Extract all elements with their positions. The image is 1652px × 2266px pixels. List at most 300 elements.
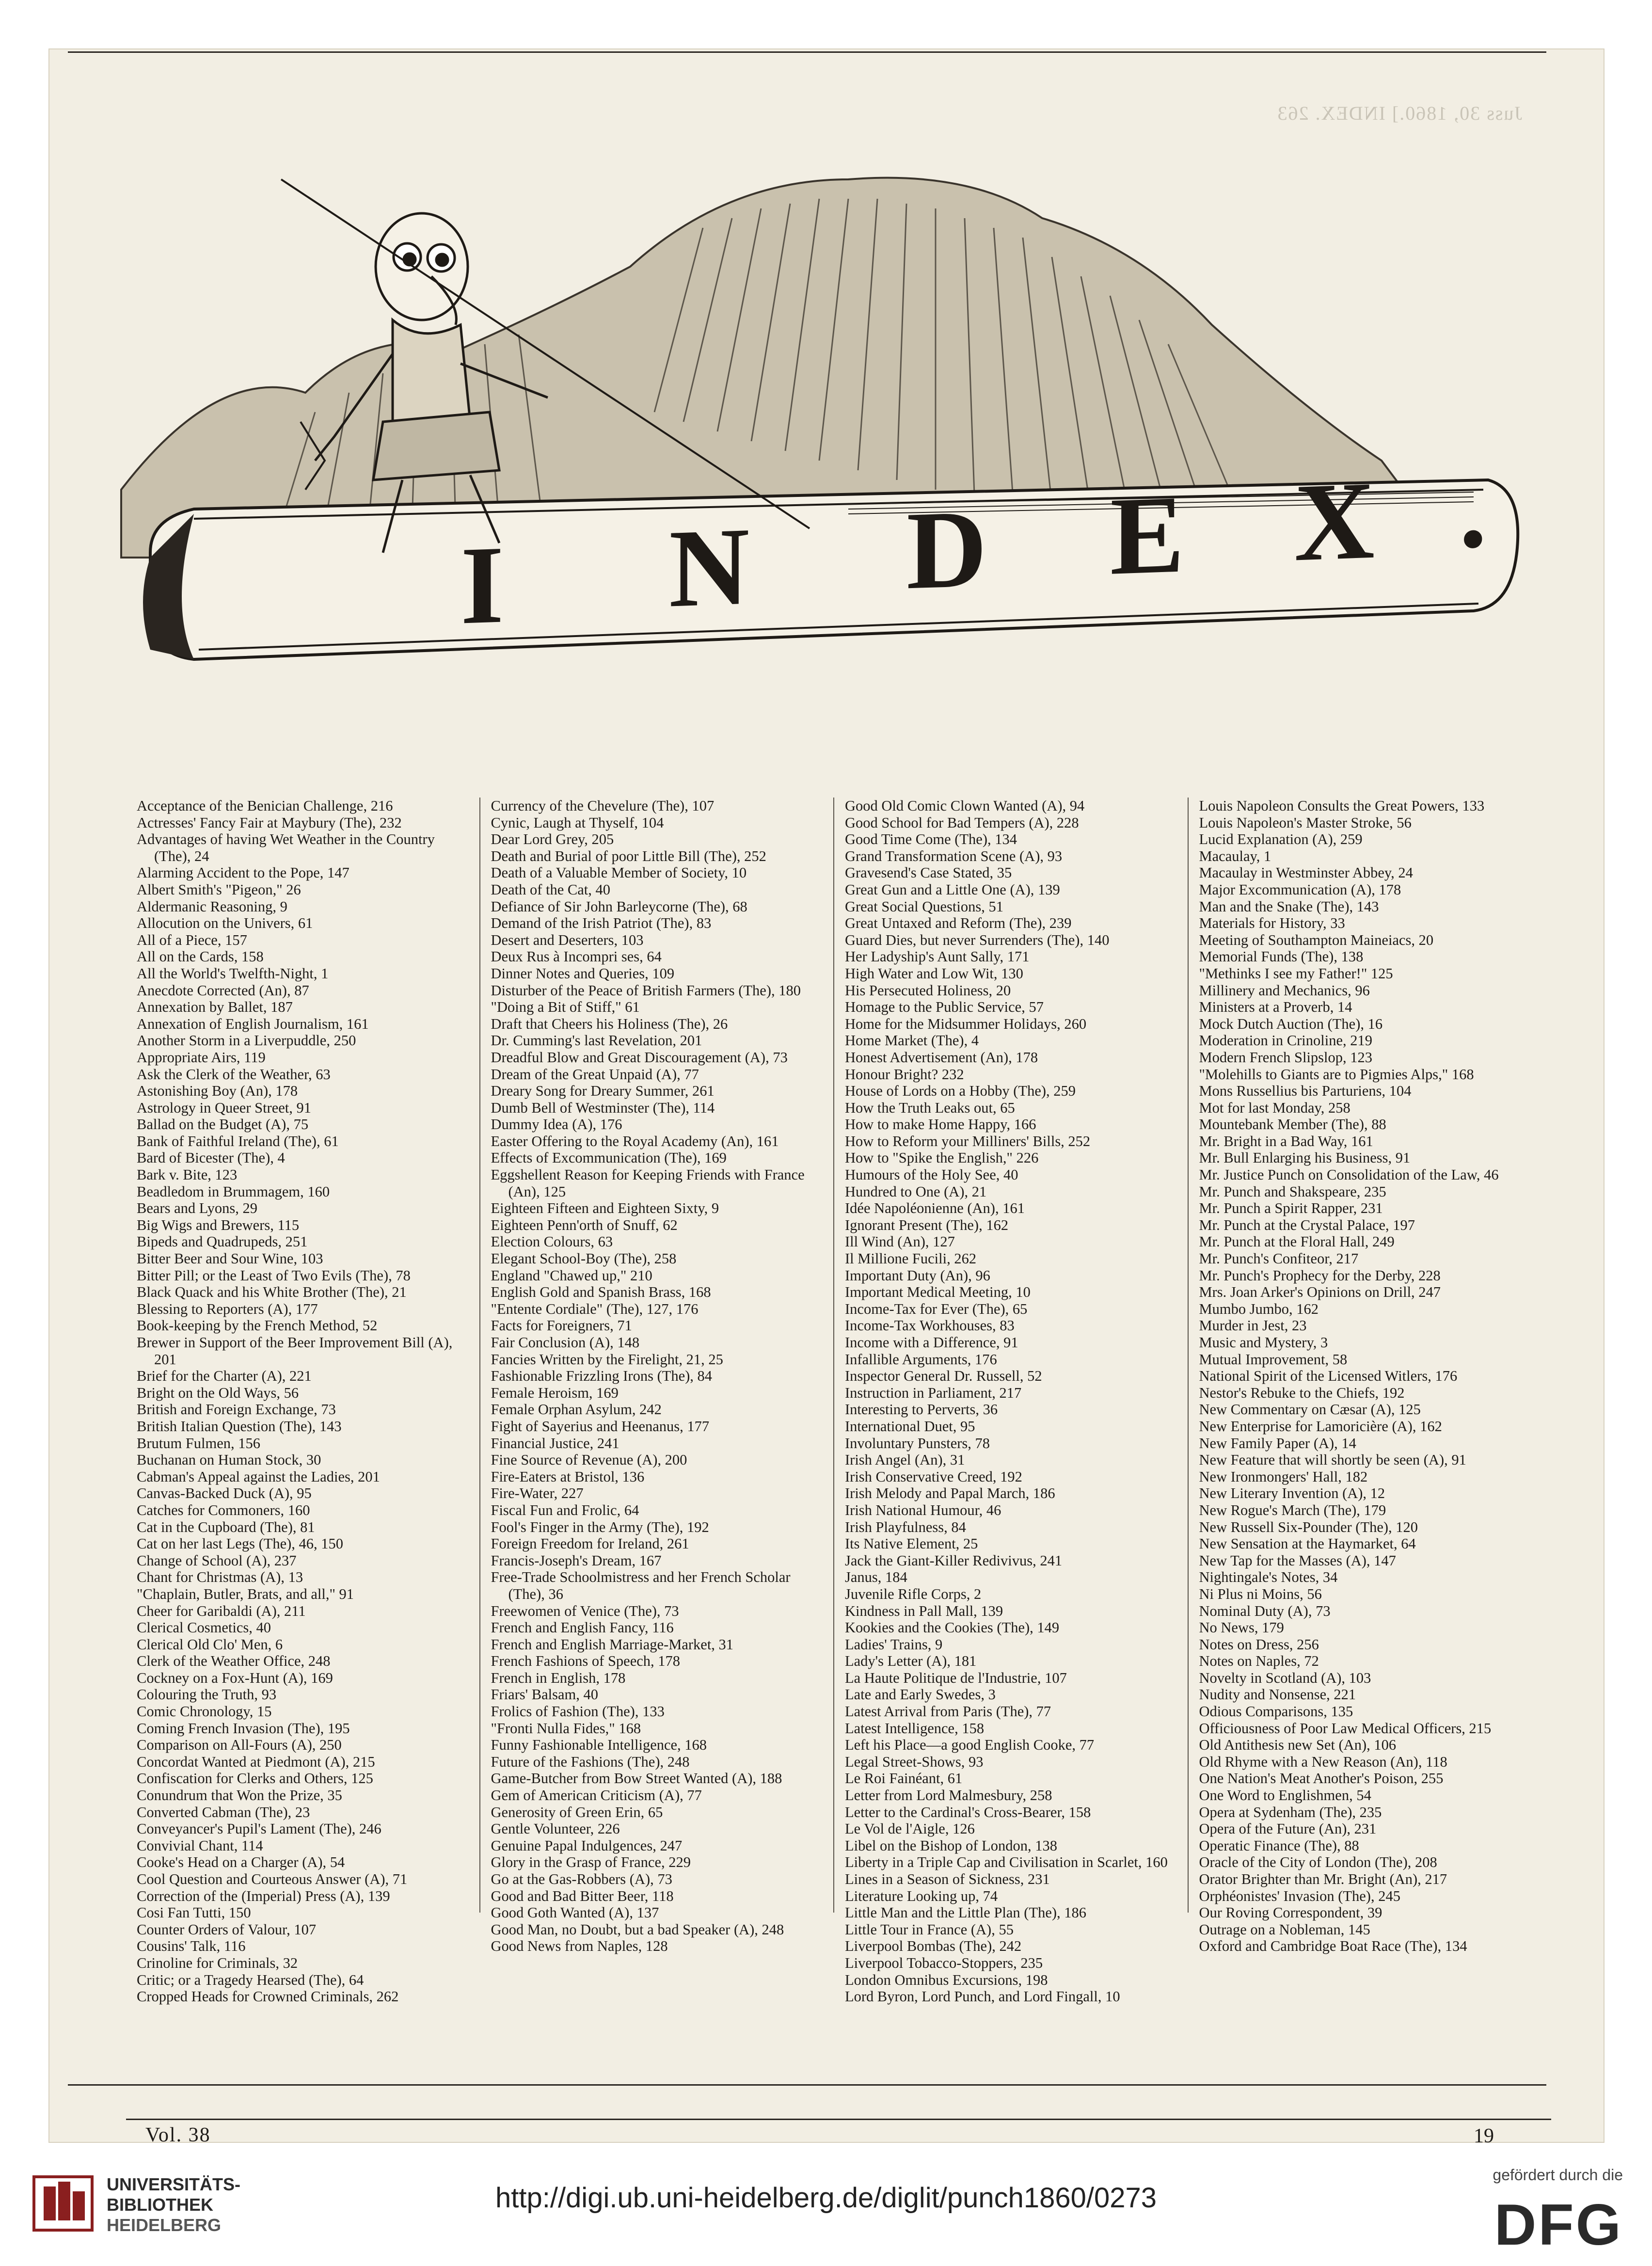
index-entry: Defiance of Sir John Barleycorne (The), 68 [491, 898, 747, 915]
index-entry: Officiousness of Poor Law Medical Officers, 215 [1199, 1720, 1492, 1737]
index-entry: Ladies' Trains, 9 [845, 1636, 943, 1653]
index-entry: Home for the Midsummer Holidays, 260 [845, 1015, 1087, 1032]
index-entry: Female Heroism, 169 [491, 1384, 619, 1401]
index-entry: Fair Conclusion (A), 148 [491, 1334, 640, 1351]
index-entry: Lines in a Season of Sickness, 231 [845, 1871, 1050, 1887]
index-entry: Old Rhyme with a New Reason (An), 118 [1199, 1753, 1447, 1770]
banner-letter-i: I [461, 522, 504, 648]
index-entry: Mons Russellius bis Parturiens, 104 [1199, 1083, 1412, 1100]
index-entry: French in English, 178 [491, 1669, 626, 1686]
index-entry: New Russell Six-Pounder (The), 120 [1199, 1518, 1418, 1535]
signature-mark: 19 [1474, 2125, 1494, 2147]
index-entry: Mountebank Member (The), 88 [1199, 1116, 1386, 1133]
index-entry: Comic Chronology, 15 [137, 1703, 272, 1720]
index-entry: Dreadful Blow and Great Discouragement (A), 73 [491, 1049, 788, 1066]
index-entry: Fool's Finger in the Army (The), 192 [491, 1518, 709, 1535]
index-entry: Nestor's Rebuke to the Chiefs, 192 [1199, 1384, 1405, 1401]
index-entry: French and English Fancy, 116 [491, 1619, 674, 1636]
footer-rule [126, 2119, 1551, 2120]
index-entry: Dream of the Great Unpaid (A), 77 [491, 1066, 699, 1083]
index-entry: New Feature that will shortly be seen (A), 91 [1199, 1452, 1466, 1468]
index-entry: Dinner Notes and Queries, 109 [491, 965, 675, 982]
index-entry: Death and Burial of poor Little Bill (The), 252 [491, 847, 766, 864]
index-entry: Demand of the Irish Patriot (The), 83 [491, 915, 712, 932]
index-entry: Election Colours, 63 [491, 1233, 613, 1250]
index-entry: "Doing a Bit of Stiff," 61 [491, 999, 640, 1016]
index-entry: French and English Marriage-Market, 31 [491, 1636, 734, 1653]
index-entry: Our Roving Correspondent, 39 [1199, 1904, 1382, 1921]
index-entry: Mr. Punch at the Crystal Palace, 197 [1199, 1216, 1415, 1233]
index-entry: National Spirit of the Licensed Witlers, 176 [1199, 1368, 1458, 1385]
index-entry: Concordat Wanted at Piedmont (A), 215 [137, 1753, 375, 1770]
index-entry: Acceptance of the Benician Challenge, 216 [137, 798, 393, 814]
index-entry: Annexation of English Journalism, 161 [137, 1015, 369, 1032]
index-columns [126, 798, 1541, 2005]
index-entry: Meeting of Southampton Maineiacs, 20 [1199, 931, 1434, 948]
index-entry: Income-Tax Workhouses, 83 [845, 1317, 1015, 1334]
index-entry: Ignorant Present (The), 162 [845, 1216, 1009, 1233]
index-entry: Foreign Freedom for Ireland, 261 [491, 1535, 689, 1552]
index-entry: Ni Plus ni Moins, 56 [1199, 1585, 1322, 1602]
index-entry: Louis Napoleon Consults the Great Powers, 133 [1199, 798, 1485, 814]
index-entry: New Family Paper (A), 14 [1199, 1435, 1356, 1452]
index-entry: One Word to Englishmen, 54 [1199, 1787, 1371, 1804]
index-entry: Eighteen Fifteen and Eighteen Sixty, 9 [491, 1200, 719, 1217]
index-entry: Bard of Bicester (The), 4 [137, 1149, 285, 1166]
index-entry: Anecdote Corrected (An), 87 [137, 982, 309, 999]
index-entry: Murder in Jest, 23 [1199, 1317, 1307, 1334]
index-entry: Frolics of Fashion (The), 133 [491, 1703, 665, 1720]
index-entry: Dumb Bell of Westminster (The), 114 [491, 1099, 715, 1116]
index-entry: Genuine Papal Indulgences, 247 [491, 1837, 683, 1854]
index-entry: Catches for Commoners, 160 [137, 1501, 310, 1518]
index-entry: Dreary Song for Dreary Summer, 261 [491, 1083, 715, 1100]
index-entry: Cat in the Cupboard (The), 81 [137, 1518, 315, 1535]
index-entry: Libel on the Bishop of London, 138 [845, 1837, 1057, 1854]
index-entry: Mr. Punch at the Floral Hall, 249 [1199, 1233, 1395, 1250]
index-entry: Le Vol de l'Aigle, 126 [845, 1820, 975, 1837]
banner-letter-x: X [1294, 458, 1375, 585]
index-banner-illustration [121, 121, 1527, 776]
index-entry: Annexation by Ballet, 187 [137, 999, 293, 1016]
index-entry: English Gold and Spanish Brass, 168 [491, 1284, 711, 1301]
index-column-4 [1189, 798, 1542, 1955]
banner-svg [121, 121, 1527, 776]
dfg-logo: DFG [1494, 2192, 1623, 2257]
index-entry: Oracle of the City of London (The), 208 [1199, 1854, 1437, 1871]
index-entry: Mr. Bull Enlarging his Business, 91 [1199, 1149, 1411, 1166]
index-entry: Irish Conservative Creed, 192 [845, 1468, 1022, 1485]
index-entry: Important Medical Meeting, 10 [845, 1284, 1031, 1301]
index-entry: House of Lords on a Hobby (The), 259 [845, 1083, 1076, 1100]
index-entry: Old Antithesis new Set (An), 106 [1199, 1737, 1397, 1754]
funded-by-text: gefördert durch die [1493, 2166, 1623, 2184]
index-entry: Music and Mystery, 3 [1199, 1334, 1328, 1351]
index-column-1 [126, 798, 480, 2005]
index-entry: London Omnibus Excursions, 198 [845, 1971, 1048, 1988]
index-entry: Gem of American Criticism (A), 77 [491, 1787, 702, 1804]
index-entry: Good and Bad Bitter Beer, 118 [491, 1887, 674, 1904]
index-entry: Literature Looking up, 74 [845, 1887, 998, 1904]
index-entry: Mot for last Monday, 258 [1199, 1099, 1350, 1116]
index-entry: England "Chawed up," 210 [491, 1267, 652, 1284]
index-entry: Major Excommunication (A), 178 [1199, 881, 1401, 898]
index-entry: Nominal Duty (A), 73 [1199, 1602, 1331, 1619]
index-entry: Orphéonistes' Invasion (The), 245 [1199, 1887, 1400, 1904]
index-entry: Little Tour in France (A), 55 [845, 1921, 1014, 1938]
index-entry: How the Truth Leaks out, 65 [845, 1099, 1015, 1116]
index-entry: Liberty in a Triple Cap and Civilisation in Scarlet, 160 [845, 1854, 1168, 1871]
index-entry: All of a Piece, 157 [137, 931, 247, 948]
index-entry: Free-Trade Schoolmistress and her French Scholar (The), 36 [491, 1569, 791, 1602]
index-entry: Go at the Gas-Robbers (A), 73 [491, 1871, 672, 1887]
index-entry: Fiscal Fun and Frolic, 64 [491, 1501, 639, 1518]
index-entry: Home Market (The), 4 [845, 1032, 979, 1049]
index-entry: Brief for the Charter (A), 221 [137, 1368, 312, 1385]
index-entry: "Chaplain, Butler, Brats, and all," 91 [137, 1585, 354, 1602]
index-entry: Deux Rus à Incompri ses, 64 [491, 948, 662, 965]
index-entry: Lady's Letter (A), 181 [845, 1653, 977, 1670]
index-entry: Blessing to Reporters (A), 177 [137, 1300, 318, 1317]
index-entry: Involuntary Punsters, 78 [845, 1435, 990, 1452]
index-entry: Jack the Giant-Killer Redivivus, 241 [845, 1552, 1063, 1569]
index-entry: Good School for Bad Tempers (A), 228 [845, 814, 1079, 831]
index-entry: New Literary Invention (A), 12 [1199, 1485, 1385, 1502]
index-entry: Astonishing Boy (An), 178 [137, 1083, 298, 1100]
banner-letter-dot: . [1459, 447, 1487, 572]
index-entry: Idée Napoléonienne (An), 161 [845, 1200, 1025, 1217]
index-entry: Latest Arrival from Paris (The), 77 [845, 1703, 1051, 1720]
index-entry: Lord Byron, Lord Punch, and Lord Fingall, 10 [845, 1988, 1120, 2005]
index-entry: His Persecuted Holiness, 20 [845, 982, 1011, 999]
index-entry: Guard Dies, but never Surrenders (The), 140 [845, 931, 1110, 948]
index-entry: Liverpool Bombas (The), 242 [845, 1938, 1022, 1955]
index-entry: British and Foreign Exchange, 73 [137, 1401, 336, 1418]
index-entry: La Haute Politique de l'Industrie, 107 [845, 1669, 1067, 1686]
index-entry: Irish Melody and Papal March, 186 [845, 1485, 1055, 1502]
index-entry: Fancies Written by the Firelight, 21, 25 [491, 1351, 723, 1368]
volume-label: Vol. 38 [145, 2124, 211, 2146]
index-entry: Clerical Old Clo' Men, 6 [137, 1636, 283, 1653]
index-entry: Opera at Sydenham (The), 235 [1199, 1803, 1382, 1820]
index-entry: Millinery and Mechanics, 96 [1199, 982, 1370, 999]
index-entry: "Fronti Nulla Fides," 168 [491, 1720, 641, 1737]
index-entry: Dr. Cumming's last Revelation, 201 [491, 1032, 702, 1049]
index-entry: Mr. Punch a Spirit Rapper, 231 [1199, 1200, 1383, 1217]
index-entry: Honest Advertisement (An), 178 [845, 1049, 1038, 1066]
running-head: Juss 30, 1860.] INDEX. 263 [1276, 102, 1522, 124]
index-entry: Inspector General Dr. Russell, 52 [845, 1368, 1042, 1385]
index-entry: Future of the Fashions (The), 248 [491, 1753, 690, 1770]
banner-letter-e: E [1110, 472, 1185, 598]
index-entry: Bears and Lyons, 29 [137, 1200, 258, 1217]
index-entry: Francis-Joseph's Dream, 167 [491, 1552, 662, 1569]
index-entry: Infallible Arguments, 176 [845, 1351, 997, 1368]
index-entry: Le Roi Fainéant, 61 [845, 1770, 963, 1787]
university-name-line2: BIBLIOTHEK [107, 2195, 213, 2215]
index-entry: Mr. Justice Punch on Consolidation of the Law, 46 [1199, 1166, 1499, 1183]
index-entry: Critic; or a Tragedy Hearsed (The), 64 [137, 1971, 364, 1988]
index-entry: Interesting to Perverts, 36 [845, 1401, 998, 1418]
index-entry: Left his Place—a good English Cooke, 77 [845, 1737, 1095, 1754]
index-entry: Effects of Excommunication (The), 169 [491, 1149, 727, 1166]
index-entry: Advantages of having Wet Weather in the Country (The), 24 [137, 831, 435, 864]
index-entry: Alarming Accident to the Pope, 147 [137, 864, 349, 881]
index-entry: Facts for Foreigners, 71 [491, 1317, 632, 1334]
index-entry: Janus, 184 [845, 1569, 907, 1586]
index-entry: Draft that Cheers his Holiness (The), 26 [491, 1015, 728, 1032]
index-entry: Odious Comparisons, 135 [1199, 1703, 1353, 1720]
index-entry: Orator Brighter than Mr. Bright (An), 217 [1199, 1871, 1447, 1887]
index-entry: Conveyancer's Pupil's Lament (The), 246 [137, 1820, 381, 1837]
index-entry: How to make Home Happy, 166 [845, 1116, 1036, 1133]
index-entry: Brewer in Support of the Beer Improvement Bill (A), 201 [137, 1334, 453, 1368]
index-entry: New Tap for the Masses (A), 147 [1199, 1552, 1396, 1569]
index-entry: How to "Spike the English," 226 [845, 1149, 1039, 1166]
index-entry: Beadledom in Brummagem, 160 [137, 1183, 330, 1200]
index-entry: Cool Question and Courteous Answer (A), 71 [137, 1871, 408, 1887]
index-entry: Fine Source of Revenue (A), 200 [491, 1452, 687, 1468]
banner-letter-n: N [669, 504, 750, 631]
index-entry: Eighteen Penn'orth of Snuff, 62 [491, 1216, 678, 1233]
index-entry: Coming French Invasion (The), 195 [137, 1720, 350, 1737]
index-entry: Mr. Punch's Prophecy for the Derby, 228 [1199, 1267, 1441, 1284]
index-entry: Little Man and the Little Plan (The), 186 [845, 1904, 1087, 1921]
index-entry: Bitter Pill; or the Least of Two Evils (The), 78 [137, 1267, 411, 1284]
index-entry: Ill Wind (An), 127 [845, 1233, 955, 1250]
index-entry: International Duet, 95 [845, 1418, 975, 1435]
index-entry: Novelty in Scotland (A), 103 [1199, 1669, 1371, 1686]
index-entry: Ballad on the Budget (A), 75 [137, 1116, 309, 1133]
index-entry: "Molehills to Giants are to Pigmies Alps," 168 [1199, 1066, 1474, 1083]
index-entry: Gentle Volunteer, 226 [491, 1820, 620, 1837]
index-entry: Good News from Naples, 128 [491, 1938, 668, 1955]
index-entry: Correction of the (Imperial) Press (A), 139 [137, 1887, 390, 1904]
index-entry: Honour Bright? 232 [845, 1066, 964, 1083]
index-entry: Mr. Bright in a Bad Way, 161 [1199, 1133, 1373, 1149]
index-entry: Memorial Funds (The), 138 [1199, 948, 1364, 965]
index-entry: Female Orphan Asylum, 242 [491, 1401, 662, 1418]
index-column-3 [834, 798, 1189, 2005]
index-entry: Cheer for Garibaldi (A), 211 [137, 1602, 306, 1619]
index-entry: Gravesend's Case Stated, 35 [845, 864, 1012, 881]
index-entry: Buchanan on Human Stock, 30 [137, 1452, 321, 1468]
index-entry: Appropriate Airs, 119 [137, 1049, 266, 1066]
index-entry: Great Gun and a Little One (A), 139 [845, 881, 1060, 898]
index-entry: Dummy Idea (A), 176 [491, 1116, 622, 1133]
index-entry: Elegant School-Boy (The), 258 [491, 1250, 677, 1267]
index-entry: Convivial Chant, 114 [137, 1837, 263, 1854]
index-entry: Comparison on All-Fours (A), 250 [137, 1737, 342, 1754]
index-entry: Notes on Dress, 256 [1199, 1636, 1319, 1653]
index-entry: Freewomen of Venice (The), 73 [491, 1602, 679, 1619]
index-entry: Dear Lord Grey, 205 [491, 831, 614, 848]
index-entry: Cynic, Laugh at Thyself, 104 [491, 814, 664, 831]
index-entry: Macaulay in Westminster Abbey, 24 [1199, 864, 1413, 881]
index-entry: New Rogue's March (The), 179 [1199, 1501, 1386, 1518]
index-entry: Ask the Clerk of the Weather, 63 [137, 1066, 331, 1083]
index-entry: Fight of Sayerius and Heenanus, 177 [491, 1418, 710, 1435]
index-entry: Conundrum that Won the Prize, 35 [137, 1787, 342, 1804]
index-entry: Actresses' Fancy Fair at Maybury (The), 232 [137, 814, 402, 831]
index-column-2 [480, 798, 835, 1955]
index-entry: Big Wigs and Brewers, 115 [137, 1216, 300, 1233]
index-entry: Letter to the Cardinal's Cross-Bearer, 158 [845, 1803, 1091, 1820]
source-url-link[interactable]: http://digi.ub.uni-heidelberg.de/diglit/punch1860/0273 [495, 2182, 1157, 2214]
index-entry: Legal Street-Shows, 93 [845, 1753, 984, 1770]
index-entry: Aldermanic Reasoning, 9 [137, 898, 287, 915]
figure-kilt [373, 412, 499, 480]
index-entry: Macaulay, 1 [1199, 847, 1271, 864]
index-entry: Mutual Improvement, 58 [1199, 1351, 1348, 1368]
index-entry: Mock Dutch Auction (The), 16 [1199, 1015, 1383, 1032]
index-entry: Irish Playfulness, 84 [845, 1518, 966, 1535]
index-entry: Crinoline for Criminals, 32 [137, 1954, 298, 1971]
index-entry: Cousins' Talk, 116 [137, 1938, 246, 1955]
index-entry: Instruction in Parliament, 217 [845, 1384, 1022, 1401]
index-entry: Ministers at a Proverb, 14 [1199, 999, 1352, 1016]
index-entry: Income-Tax for Ever (The), 65 [845, 1300, 1028, 1317]
index-entry: New Ironmongers' Hall, 182 [1199, 1468, 1368, 1485]
index-entry: Astrology in Queer Street, 91 [137, 1099, 311, 1116]
index-entry: Bank of Faithful Ireland (The), 61 [137, 1133, 339, 1149]
scanned-page [48, 48, 1604, 2147]
index-entry: Bipeds and Quadrupeds, 251 [137, 1233, 308, 1250]
index-entry: Operatic Finance (The), 88 [1199, 1837, 1359, 1854]
index-entry: Another Storm in a Liverpuddle, 250 [137, 1032, 356, 1049]
index-entry: Hundred to One (A), 21 [845, 1183, 987, 1200]
index-entry: Albert Smith's "Pigeon," 26 [137, 881, 301, 898]
index-entry: Outrage on a Nobleman, 145 [1199, 1921, 1370, 1938]
index-entry: Materials for History, 33 [1199, 915, 1345, 932]
index-entry: All on the Cards, 158 [137, 948, 264, 965]
index-entry: Great Social Questions, 51 [845, 898, 1003, 915]
index-entry: Cosi Fan Tutti, 150 [137, 1904, 251, 1921]
index-entry: Mr. Punch and Shakspeare, 235 [1199, 1183, 1386, 1200]
index-entry: Canvas-Backed Duck (A), 95 [137, 1485, 312, 1502]
index-entry: Bitter Beer and Sour Wine, 103 [137, 1250, 323, 1267]
index-entry: Counter Orders of Valour, 107 [137, 1921, 317, 1938]
index-entry: Moderation in Crinoline, 219 [1199, 1032, 1372, 1049]
index-entry: Opera of the Future (An), 231 [1199, 1820, 1377, 1837]
index-entry: Louis Napoleon's Master Stroke, 56 [1199, 814, 1412, 831]
index-entry: Grand Transformation Scene (A), 93 [845, 847, 1063, 864]
index-entry: Bright on the Old Ways, 56 [137, 1384, 299, 1401]
index-entry: How to Reform your Milliners' Bills, 252 [845, 1133, 1091, 1149]
index-entry: Good Time Come (The), 134 [845, 831, 1017, 848]
index-entry: Black Quack and his White Brother (The), 21 [137, 1284, 407, 1301]
index-entry: Funny Fashionable Intelligence, 168 [491, 1737, 707, 1754]
index-entry: British Italian Question (The), 143 [137, 1418, 342, 1435]
index-entry: Good Old Comic Clown Wanted (A), 94 [845, 798, 1085, 814]
index-entry: "Methinks I see my Father!" 125 [1199, 965, 1393, 982]
index-entry: Fire-Eaters at Bristol, 136 [491, 1468, 645, 1485]
index-entry: Lucid Explanation (A), 259 [1199, 831, 1363, 848]
index-entry: Easter Offering to the Royal Academy (An), 161 [491, 1133, 779, 1149]
index-entry: French Fashions of Speech, 178 [491, 1653, 681, 1670]
index-entry: Important Duty (An), 96 [845, 1267, 990, 1284]
index-entry: Modern French Slipslop, 123 [1199, 1049, 1373, 1066]
index-entry: Income with a Difference, 91 [845, 1334, 1018, 1351]
index-entry: Oxford and Cambridge Boat Race (The), 134 [1199, 1938, 1467, 1955]
index-entry: Currency of the Chevelure (The), 107 [491, 798, 715, 814]
index-entry: Cockney on a Fox-Hunt (A), 169 [137, 1669, 333, 1686]
index-entry: "Entente Cordiale" (The), 127, 176 [491, 1300, 699, 1317]
index-entry: One Nation's Meat Another's Poison, 255 [1199, 1770, 1444, 1787]
index-entry: Il Millione Fucili, 262 [845, 1250, 977, 1267]
index-entry: Kindness in Pall Mall, 139 [845, 1602, 1003, 1619]
index-entry: Game-Butcher from Bow Street Wanted (A), 188 [491, 1770, 782, 1787]
index-entry: Nightingale's Notes, 34 [1199, 1569, 1338, 1586]
index-entry: Colouring the Truth, 93 [137, 1686, 277, 1703]
index-entry: Juvenile Rifle Corps, 2 [845, 1585, 982, 1602]
index-entry: Converted Cabman (The), 23 [137, 1803, 310, 1820]
index-entry: No News, 179 [1199, 1619, 1284, 1636]
index-entry: Disturber of the Peace of British Farmers (The), 180 [491, 982, 801, 999]
index-entry: Mumbo Jumbo, 162 [1199, 1300, 1319, 1317]
index-entry: Nudity and Nonsense, 221 [1199, 1686, 1356, 1703]
index-entry: Clerk of the Weather Office, 248 [137, 1653, 331, 1670]
index-entry: Allocution on the Univers, 61 [137, 915, 313, 932]
index-entry: Good Goth Wanted (A), 137 [491, 1904, 659, 1921]
index-entry: Liverpool Tobacco-Stoppers, 235 [845, 1954, 1043, 1971]
index-entry: Homage to the Public Service, 57 [845, 999, 1044, 1016]
index-entry: Brutum Fulmen, 156 [137, 1435, 261, 1452]
index-entry: High Water and Low Wit, 130 [845, 965, 1023, 982]
index-entry: Irish National Humour, 46 [845, 1501, 1001, 1518]
index-entry: Man and the Snake (The), 143 [1199, 898, 1379, 915]
index-entry: Desert and Deserters, 103 [491, 931, 644, 948]
index-entry: Death of a Valuable Member of Society, 10 [491, 864, 747, 881]
index-entry: Chant for Christmas (A), 13 [137, 1569, 303, 1586]
index-entry: Financial Justice, 241 [491, 1435, 620, 1452]
index-entry: Cooke's Head on a Charger (A), 54 [137, 1854, 345, 1871]
index-entry: Its Native Element, 25 [845, 1535, 978, 1552]
index-entry: New Enterprise for Lamoricière (A), 162 [1199, 1418, 1442, 1435]
index-entry: All the World's Twelfth-Night, 1 [137, 965, 329, 982]
index-entry: Fire-Water, 227 [491, 1485, 584, 1502]
index-entry: Change of School (A), 237 [137, 1552, 297, 1569]
index-entry: Generosity of Green Erin, 65 [491, 1803, 663, 1820]
index-entry: New Commentary on Cæsar (A), 125 [1199, 1401, 1421, 1418]
index-entry: Mrs. Joan Arker's Opinions on Drill, 247 [1199, 1284, 1441, 1301]
index-entry: Bark v. Bite, 123 [137, 1166, 238, 1183]
index-entry: Notes on Naples, 72 [1199, 1653, 1319, 1670]
index-entry: Humours of the Holy See, 40 [845, 1166, 1018, 1183]
index-entry: Confiscation for Clerks and Others, 125 [137, 1770, 373, 1787]
index-entry: Letter from Lord Malmesbury, 258 [845, 1787, 1052, 1804]
index-entry: Friars' Balsam, 40 [491, 1686, 599, 1703]
index-entry: Kookies and the Cookies (The), 149 [845, 1619, 1060, 1636]
index-entry: Cat on her last Legs (The), 46, 150 [137, 1535, 344, 1552]
index-entry: Book-keeping by the French Method, 52 [137, 1317, 378, 1334]
index-entry: Cabman's Appeal against the Ladies, 201 [137, 1468, 380, 1485]
figure-head [376, 213, 468, 320]
index-entry: Glory in the Grasp of France, 229 [491, 1854, 691, 1871]
index-entry: Her Ladyship's Aunt Sally, 171 [845, 948, 1030, 965]
university-name-line1: UNIVERSITÄTS- [107, 2174, 241, 2194]
index-entry: Clerical Cosmetics, 40 [137, 1619, 271, 1636]
index-entry: Late and Early Swedes, 3 [845, 1686, 996, 1703]
index-entry: Death of the Cat, 40 [491, 881, 610, 898]
index-entry: Good Man, no Doubt, but a bad Speaker (A), 248 [491, 1921, 784, 1938]
index-entry: Cropped Heads for Crowned Criminals, 262 [137, 1988, 399, 2005]
index-entry: Fashionable Frizzling Irons (The), 84 [491, 1368, 713, 1385]
figure-right-pupil [436, 254, 448, 266]
index-entry: Latest Intelligence, 158 [845, 1720, 985, 1737]
banner-letter-d: D [906, 486, 987, 613]
index-entry: Great Untaxed and Reform (The), 239 [845, 915, 1072, 932]
